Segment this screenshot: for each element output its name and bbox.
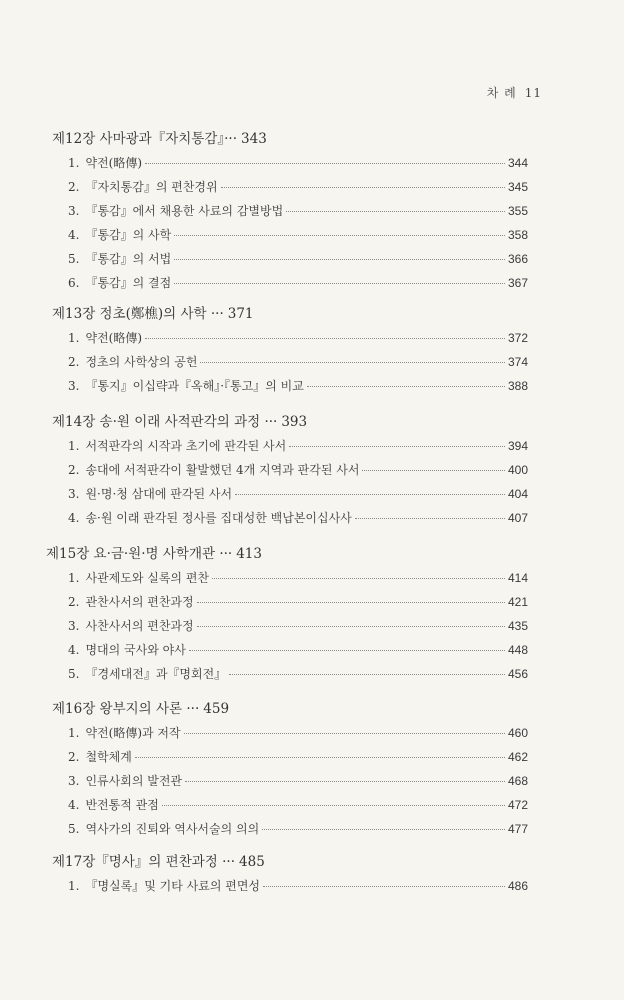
- chapter-title: [52, 127, 528, 151]
- entry-page: 394: [507, 439, 528, 453]
- chapter-title: [52, 697, 528, 721]
- entry-number: 5.: [68, 822, 80, 836]
- chapter-title: [52, 302, 528, 326]
- dot-leader: [200, 362, 505, 363]
- chapter-17: [52, 850, 528, 898]
- dot-leader: [197, 602, 505, 603]
- chapter-16: [52, 697, 528, 841]
- entry-page: 477: [507, 822, 528, 836]
- entry-number: 2.: [68, 463, 80, 477]
- entry-page: 344: [507, 156, 528, 170]
- entry-page: 435: [507, 619, 528, 633]
- entry-title: 『자치통감』의 편찬경위: [85, 180, 218, 194]
- entry-page: 421: [507, 595, 528, 609]
- toc-entry: [68, 247, 528, 271]
- entry-title: 원·명·청 삼대에 판각된 사서: [85, 487, 233, 501]
- section-list: [52, 434, 528, 530]
- entry-number: 3.: [68, 379, 80, 393]
- entry-number: 4.: [68, 643, 80, 657]
- entry-number: 1.: [68, 331, 80, 345]
- chapter-page: 485: [239, 854, 265, 870]
- entry-title: 사찬사서의 편찬과정: [85, 619, 194, 633]
- entry-number: 1.: [68, 156, 80, 170]
- dot-leader: [355, 518, 505, 519]
- entry-page: 414: [507, 571, 528, 585]
- entry-number: 3.: [68, 619, 80, 633]
- page-number: 11: [524, 86, 542, 100]
- chapter-13: [52, 302, 528, 398]
- dot-leader: [263, 886, 505, 887]
- entry-title: 『통지』이십략과『옥해』·『통고』의 비교: [85, 379, 304, 393]
- entry-title: 사관제도와 실록의 편찬: [85, 571, 210, 585]
- entry-title: 약전(略傳): [85, 156, 143, 170]
- entry-number: 2.: [68, 355, 80, 369]
- chapter-page: 393: [281, 414, 308, 430]
- entry-number: 1.: [68, 879, 80, 893]
- toc-entry: [68, 271, 528, 295]
- chapter-title: [52, 850, 528, 874]
- entry-number: 3.: [68, 487, 80, 501]
- toc-entry: [68, 199, 528, 223]
- toc-entry: [68, 769, 528, 793]
- chapter-title-text: 제12장 사마광과『자치통감』···: [52, 131, 238, 147]
- chapter-title-text: 제17장『명사』의 편찬과정 ···: [52, 854, 236, 870]
- entry-page: 372: [507, 331, 528, 345]
- entry-number: 5.: [68, 252, 80, 266]
- entry-title: 『통감』에서 채용한 사료의 감별방법: [85, 204, 284, 218]
- entry-page: 456: [507, 667, 528, 681]
- entry-title: 『통감』의 서법: [85, 252, 172, 266]
- dot-leader: [189, 650, 505, 651]
- entry-title: 서적판각의 시작과 초기에 판각된 사서: [85, 439, 287, 453]
- entry-page: 460: [507, 726, 528, 740]
- toc-entry: [68, 151, 528, 175]
- chapter-title: [52, 410, 528, 434]
- entry-title: 역사가의 진퇴와 역사서술의 의의: [85, 822, 260, 836]
- entry-number: 4.: [68, 228, 80, 242]
- entry-title: 관찬사서의 편찬과정: [85, 595, 194, 609]
- section-list: [52, 721, 528, 841]
- chapter-12: [52, 127, 528, 295]
- toc-entry: [68, 638, 528, 662]
- entry-page: 404: [507, 487, 528, 501]
- entry-page: 472: [507, 798, 528, 812]
- entry-number: 3.: [68, 774, 80, 788]
- entry-page: 367: [507, 276, 528, 290]
- entry-title: 『통감』의 결점: [85, 276, 172, 290]
- entry-page: 374: [507, 355, 528, 369]
- entry-page: 468: [507, 774, 528, 788]
- entry-title: 『통감』의 사학: [85, 228, 172, 242]
- dot-leader: [135, 757, 505, 758]
- toc-entry: [68, 482, 528, 506]
- entry-number: 4.: [68, 511, 80, 525]
- dot-leader: [212, 578, 505, 579]
- entry-number: 3.: [68, 204, 80, 218]
- dot-leader: [221, 187, 505, 188]
- toc-entry: [68, 434, 528, 458]
- toc-entry: [68, 350, 528, 374]
- toc-entry: [68, 662, 528, 686]
- dot-leader: [289, 446, 505, 447]
- entry-page: 355: [507, 204, 528, 218]
- toc-entry: [68, 506, 528, 530]
- entry-number: 1.: [68, 439, 80, 453]
- dot-leader: [174, 283, 505, 284]
- dot-leader: [184, 733, 505, 734]
- entry-title: 약전(略傳): [85, 331, 143, 345]
- chapter-page: 343: [241, 131, 267, 147]
- section-list: [52, 874, 528, 898]
- entry-page: 358: [507, 228, 528, 242]
- entry-page: 486: [507, 879, 528, 893]
- chapter-title-text: 제16장 왕부지의 사론 ···: [52, 701, 200, 717]
- entry-page: 448: [507, 643, 528, 657]
- chapter-title: [46, 542, 528, 566]
- entry-title: 철학체계: [85, 750, 132, 764]
- toc-entry: [68, 590, 528, 614]
- entry-page: 388: [507, 379, 528, 393]
- dot-leader: [185, 781, 505, 782]
- entry-number: 5.: [68, 667, 80, 681]
- chapter-14: [52, 410, 528, 530]
- entry-title: 송·원 이래 판각된 정사를 집대성한 백납본이십사사: [85, 511, 352, 525]
- entry-title: 명대의 국사와 야사: [85, 643, 186, 657]
- section-list: [52, 151, 528, 295]
- dot-leader: [307, 386, 505, 387]
- chapter-title-text: 제14장 송·원 이래 사적판각의 과정 ···: [52, 414, 278, 430]
- toc-entry: [68, 721, 528, 745]
- toc-entry: [68, 745, 528, 769]
- toc-entry: [68, 566, 528, 590]
- chapter-page: 371: [227, 306, 254, 322]
- running-header: [487, 84, 542, 101]
- section-list: [46, 566, 528, 686]
- entry-number: 1.: [68, 571, 80, 585]
- entry-number: 6.: [68, 276, 80, 290]
- dot-leader: [286, 211, 505, 212]
- entry-title: 인류사회의 발전관: [85, 774, 183, 788]
- dot-leader: [362, 470, 505, 471]
- dot-leader: [197, 626, 505, 627]
- dot-leader: [162, 805, 505, 806]
- dot-leader: [145, 338, 505, 339]
- dot-leader: [145, 163, 505, 164]
- toc-entry: [68, 326, 528, 350]
- entry-page: 407: [507, 511, 528, 525]
- entry-title: 송대에 서적판각이 활발했던 4개 지역과 판각된 사서: [85, 463, 360, 477]
- section-list: [52, 326, 528, 398]
- toc-entry: [68, 817, 528, 841]
- chapter-page: 459: [203, 701, 230, 717]
- dot-leader: [262, 829, 505, 830]
- entry-number: 2.: [68, 750, 80, 764]
- entry-number: 1.: [68, 726, 80, 740]
- entry-page: 400: [507, 463, 528, 477]
- chapter-page: 413: [236, 546, 262, 562]
- entry-page: 462: [507, 750, 528, 764]
- entry-page: 345: [507, 180, 528, 194]
- dot-leader: [174, 259, 505, 260]
- entry-number: 2.: [68, 180, 80, 194]
- entry-page: 366: [507, 252, 528, 266]
- entry-title: 『경세대전』과『명회전』: [85, 667, 227, 681]
- dot-leader: [235, 494, 505, 495]
- toc-entry: [68, 458, 528, 482]
- toc-entry: [68, 223, 528, 247]
- toc-entry: [68, 614, 528, 638]
- dot-leader: [229, 674, 505, 675]
- dot-leader: [174, 235, 505, 236]
- entry-title: 『명실록』및 기타 사료의 편면성: [85, 879, 261, 893]
- entry-title: 반전통적 관점: [85, 798, 159, 812]
- entry-number: 4.: [68, 798, 80, 812]
- entry-title: 정초의 사학상의 공헌: [85, 355, 198, 369]
- running-header-label: 차 례: [486, 86, 517, 100]
- entry-title: 약전(略傳)과 저작: [85, 726, 181, 740]
- entry-number: 2.: [68, 595, 80, 609]
- toc-entry: [68, 374, 528, 398]
- chapter-title-text: 제13장 정초(鄭樵)의 사학 ···: [52, 306, 224, 322]
- toc-entry: [68, 175, 528, 199]
- chapter-15: [46, 542, 528, 686]
- toc-entry: [68, 793, 528, 817]
- toc-entry: [68, 874, 528, 898]
- chapter-title-text: 제15장 요·금·원·명 사학개관 ···: [46, 546, 233, 562]
